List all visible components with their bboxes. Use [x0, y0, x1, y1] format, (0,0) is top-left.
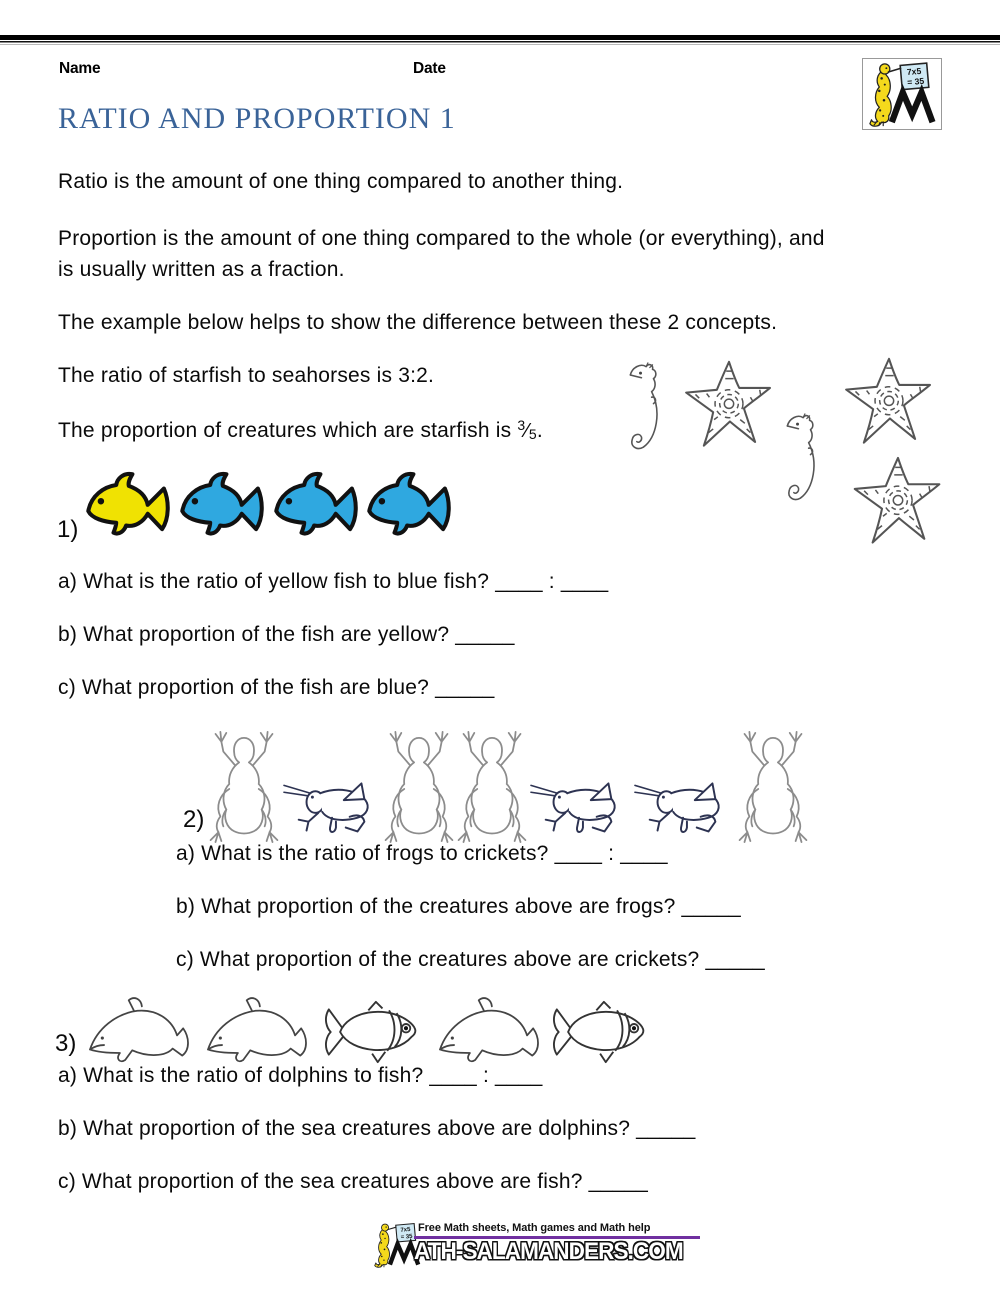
question-1a: a) What is the ratio of yellow fish to blue fish? ____ : ____ — [58, 570, 609, 593]
question-3-number: 3) — [55, 1030, 77, 1057]
intro-paragraph-2-line1: Proportion is the amount of one thing compared to the whole (or everything), and — [58, 227, 825, 250]
question-2-number: 2) — [183, 806, 205, 833]
fraction-slash: ⁄ — [525, 420, 529, 442]
question-2c: c) What proportion of the creatures above are crickets? _____ — [176, 948, 765, 971]
question-3c: c) What proportion of the sea creatures above are fish? _____ — [58, 1170, 649, 1193]
question-3a: a) What is the ratio of dolphins to fish? ____ : ____ — [58, 1064, 543, 1087]
footer — [372, 1222, 700, 1268]
intro-paragraph-2-line2: is usually written as a fraction. — [58, 258, 345, 281]
date-label: Date — [413, 60, 446, 77]
question-1c: c) What proportion of the fish are blue? _____ — [58, 676, 495, 699]
question-1b: b) What proportion of the fish are yellow? _____ — [58, 623, 515, 646]
math-salamanders-logo — [862, 58, 942, 130]
proportion-sentence-suffix: . — [536, 419, 543, 442]
dolphin-image — [83, 994, 199, 1068]
top-divider-rule — [0, 35, 1000, 45]
frog-image — [737, 728, 809, 846]
yellow-fish-image — [82, 466, 172, 540]
seahorse-image — [781, 413, 827, 513]
fraction-numerator: 3 — [517, 417, 526, 433]
salamander-logo-icon — [866, 61, 938, 127]
intro-paragraph-1: Ratio is the amount of one thing compared to another thing. — [58, 170, 624, 193]
intro-paragraph-3: The example below helps to show the difference between these 2 concepts. — [58, 311, 778, 334]
starfish-image — [841, 357, 937, 452]
blue-fish-image — [363, 466, 453, 540]
question-2b: b) What proportion of the creatures above are frogs? _____ — [176, 895, 741, 918]
frog-image — [208, 728, 280, 846]
frog-image — [456, 728, 528, 846]
cricket-image — [634, 765, 734, 845]
question-1-number: 1) — [57, 516, 79, 543]
frog-image — [383, 728, 455, 846]
page-title: RATIO AND PROPORTION 1 — [58, 102, 456, 135]
fish-image — [318, 1000, 430, 1064]
proportion-example-sentence — [58, 417, 543, 443]
name-label: Name — [59, 60, 101, 77]
footer-text-block — [414, 1222, 700, 1266]
footer-wordmark: ATH-SALAMANDERS.COM — [414, 1238, 683, 1265]
starfish-image — [681, 360, 777, 455]
intro-paragraph-2 — [58, 223, 825, 285]
ratio-example-sentence: The ratio of starfish to seahorses is 3:2. — [58, 364, 435, 387]
fish-image — [546, 1000, 658, 1064]
cricket-image — [530, 765, 630, 845]
blue-fish-image — [270, 466, 360, 540]
footer-tagline: Free Math sheets, Math games and Math help — [418, 1222, 651, 1234]
question-2a: a) What is the ratio of frogs to crickets? ____ : ____ — [176, 842, 668, 865]
fraction-denominator: 5 — [528, 426, 537, 442]
proportion-sentence-prefix: The proportion of creatures which are starfish is — [58, 419, 518, 442]
dolphin-image — [201, 994, 317, 1068]
cricket-image — [283, 765, 383, 845]
starfish-image — [851, 456, 945, 552]
dolphin-image — [433, 994, 549, 1068]
question-3b: b) What proportion of the sea creatures above are dolphins? _____ — [58, 1117, 696, 1140]
blue-fish-image — [176, 466, 266, 540]
seahorse-image — [624, 362, 670, 462]
